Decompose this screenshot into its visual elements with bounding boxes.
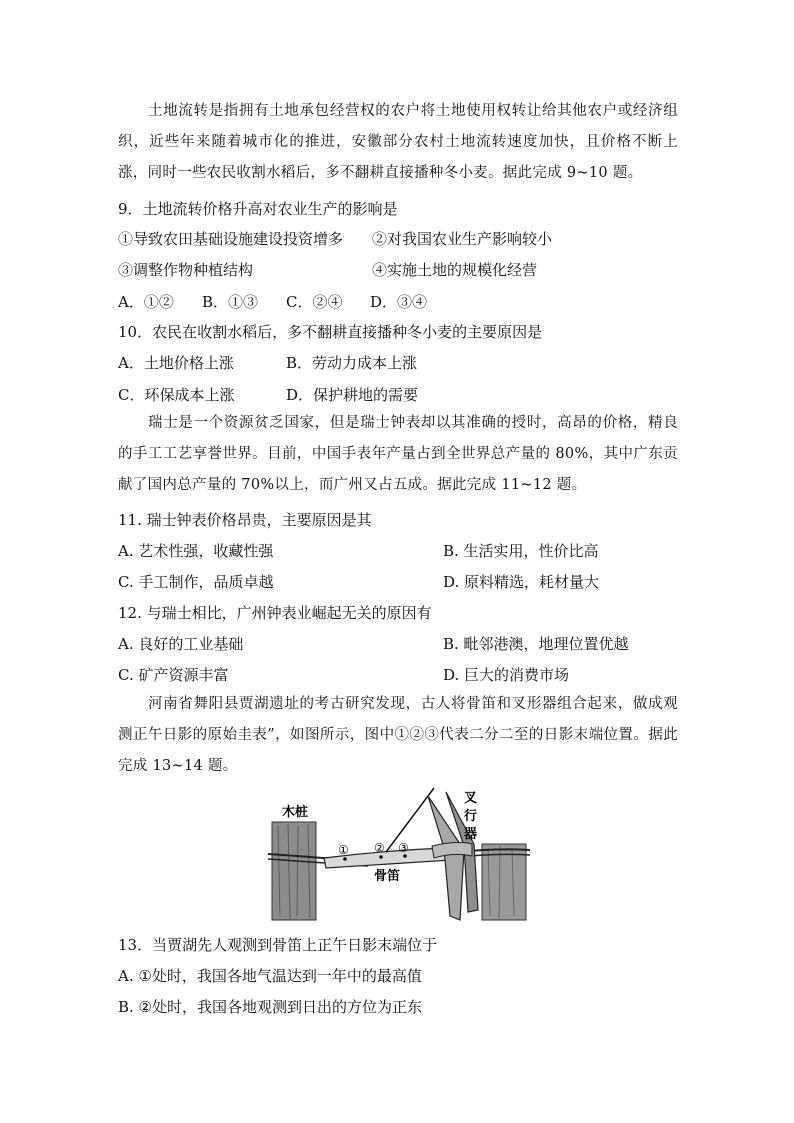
question-10-stem: 10．农民在收割水稻后，多不翻耕直接播种冬小麦的主要原因是 xyxy=(118,323,543,341)
q9-statement-1: ①导致农田基础设施建设投资增多 xyxy=(118,230,344,248)
q11-option-a: A. 艺术性强，收藏性强 xyxy=(118,542,274,560)
label-wooden-post: 木桩 xyxy=(282,805,309,820)
q11-option-d: D. 原料精选，耗材量大 xyxy=(443,573,600,591)
marker-1: ① xyxy=(338,843,349,857)
passage-swiss-watches: 瑞士是一个资源贫乏国家，但是瑞士钟表却以其准确的授时，高昂的价格，精良的手工工艺享誉世界。目前，中国手表年产量占到全世界总产量的 80%，其中广东贡献了国内总产量的 70%以上，而广州又占五成。据此完成 11~12 题。 xyxy=(118,415,678,493)
q9-option-d: D．③④ xyxy=(370,293,428,311)
q9-statement-3: ③调整作物种植结构 xyxy=(118,261,254,279)
q9-statement-4: ④实施土地的规模化经营 xyxy=(372,261,538,279)
fork-label-char-2: 行 xyxy=(464,809,478,824)
gnomon-figure xyxy=(268,786,530,922)
q9-option-a: A．①② xyxy=(118,293,174,311)
q11-option-b: B. 生活实用，性价比高 xyxy=(443,542,599,560)
question-12-stem: 12. 与瑞士相比，广州钟表业崛起无关的原因有 xyxy=(118,604,432,622)
q10-option-a: A．土地价格上涨 xyxy=(118,354,234,372)
q11-option-c: C. 手工制作，品质卓越 xyxy=(118,573,274,591)
q9-option-c: C．②④ xyxy=(286,293,343,311)
q13-option-b: B. ②处时，我国各地观测到日出的方位为正东 xyxy=(118,998,423,1016)
q12-option-b: B. 毗邻港澳，地理位置优越 xyxy=(443,635,629,653)
gnomon-illustration xyxy=(268,786,530,922)
q12-option-d: D. 巨大的消费市场 xyxy=(443,666,570,684)
label-bone-flute: 骨笛 xyxy=(374,869,401,884)
marker-2: ② xyxy=(374,841,385,855)
question-9-stem: 9．土地流转价格升高对农业生产的影响是 xyxy=(118,200,398,218)
marker-3: ③ xyxy=(398,841,409,855)
q10-option-b: B．劳动力成本上涨 xyxy=(286,354,418,372)
fork-label-char-1: 叉 xyxy=(464,791,478,806)
label-fork-instrument xyxy=(464,791,482,842)
passage-jiahu-gnomon: 河南省舞阳县贾湖遗址的考古研究发现，古人将骨笛和叉形器组合起来，做成观测正午日影的原始圭表”，如图所示，图中①②③代表二分二至的日影末端位置。据此完成 13~14 题。 xyxy=(118,696,678,774)
fork-label-char-3: 器 xyxy=(464,827,478,842)
q13-option-a: A. ①处时，我国各地气温达到一年中的最高值 xyxy=(118,967,422,985)
q12-option-a: A. 良好的工业基础 xyxy=(118,635,244,653)
q10-option-d: D．保护耕地的需要 xyxy=(286,386,419,404)
passage-land-transfer: 土地流转是指拥有土地承包经营权的农户将土地使用权转让给其他农户或经济组织，近些年来随着城市化的推进，安徽部分农村土地流转速度加快，且价格不断上涨，同时一些农民收割水稻后，多不翻耕直接播种冬小麦。据此完成 9~10 题。 xyxy=(118,103,678,181)
question-13-stem: 13．当贾湖先人观测到骨笛上正午日影末端位于 xyxy=(118,936,438,954)
q12-option-c: C. 矿产资源丰富 xyxy=(118,666,229,684)
q10-option-c: C．环保成本上涨 xyxy=(118,386,235,404)
q9-option-b: B．①③ xyxy=(202,293,259,311)
question-11-stem: 11. 瑞士钟表价格昂贵，主要原因是其 xyxy=(118,511,372,529)
q9-statement-2: ②对我国农业生产影响较小 xyxy=(372,230,553,248)
